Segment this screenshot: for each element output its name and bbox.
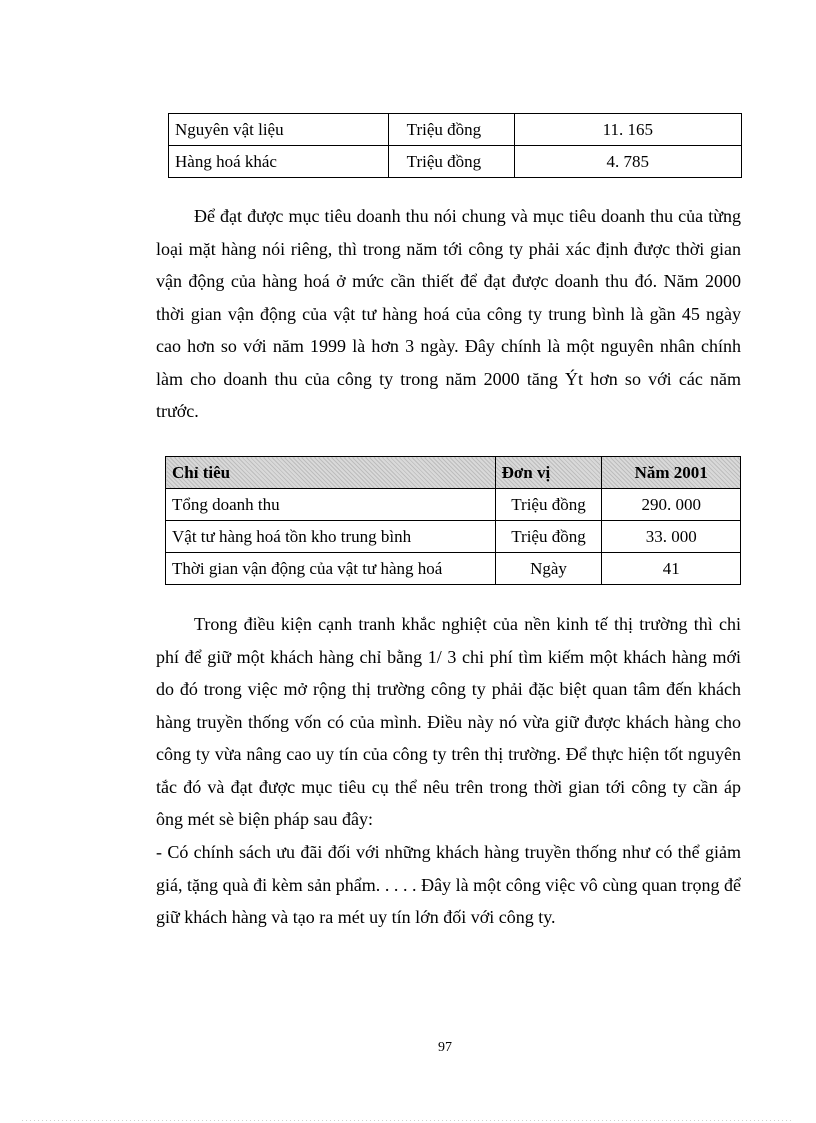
table-header-row xyxy=(166,457,741,489)
table-cell: 41 xyxy=(602,553,741,585)
table-row xyxy=(166,489,741,521)
table-cell: Hàng hoá khác xyxy=(169,146,389,178)
table-cell: Thời gian vận động của vật tư hàng hoá xyxy=(166,553,496,585)
table-row xyxy=(169,146,742,178)
body-paragraph xyxy=(156,608,741,836)
table-cell: Vật tư hàng hoá tồn kho trung bình xyxy=(166,521,496,553)
table-header-cell: Năm 2001 xyxy=(602,457,741,489)
body-paragraph xyxy=(156,200,741,428)
table-cell: Triệu đồng xyxy=(388,146,514,178)
table-cell: 33. 000 xyxy=(602,521,741,553)
table-cell: Triệu đồng xyxy=(495,489,602,521)
paragraph-text: Trong điều kiện cạnh tranh khắc nghiệt của nền kinh tế thị trường thì chi phí để giữ một khách hàng chỉ bằng 1/ 3 chi phí tìm kiếm một khách hàng mới do đó trong việc mở rộng thị trường công ty phải đặc biệt quan tâm đến khách hàng truyền thống vốn có của mình. Điều này nó vừa giữ được khách hàng cho công ty vừa nâng cao uy tín của công ty trên thị trường. Để thực hiện tốt nguyên tắc đó và đạt được mục tiêu cụ thể nêu trên trong thời gian tới công ty cần áp ông mét sè biện pháp sau đây: xyxy=(156,614,741,829)
table-cell: 290. 000 xyxy=(602,489,741,521)
table-cell: 4. 785 xyxy=(514,146,741,178)
table-cell: Triệu đồng xyxy=(495,521,602,553)
page-border-dotted xyxy=(22,1120,794,1121)
table-row xyxy=(166,521,741,553)
table-cell: 11. 165 xyxy=(514,114,741,146)
table-header-cell: Đơn vị xyxy=(495,457,602,489)
paragraph-text: - Có chính sách ưu đãi đối với những khách hàng truyền thống như có thể giảm giá, tặng quà đi kèm sản phẩm. . . . . Đây là một công việc vô cùng quan trọng để giữ khách hàng và tạo ra mét uy tín lớn đối với công ty. xyxy=(156,842,741,927)
table-row xyxy=(166,553,741,585)
bullet-paragraph xyxy=(156,836,741,934)
table-cell: Triệu đồng xyxy=(388,114,514,146)
inventory-table xyxy=(168,113,742,178)
page-number: 97 xyxy=(438,1040,452,1055)
targets-table xyxy=(165,456,741,585)
table-cell: Tổng doanh thu xyxy=(166,489,496,521)
table-row xyxy=(169,114,742,146)
table-cell: Ngày xyxy=(495,553,602,585)
paragraph-text: Để đạt được mục tiêu doanh thu nói chung và mục tiêu doanh thu của từng loại mặt hàng nói riêng, thì trong năm tới công ty phải xác định được thời gian vận động của hàng hoá ở mức cần thiết để đạt được doanh thu đó. Năm 2000 thời gian vận động của vật tư hàng hoá của công ty trung bình là gần 45 ngày cao hơn so với năm 1999 là hơn 3 ngày. Đây chính là một nguyên nhân chính làm cho doanh thu của công ty trong năm 2000 tăng Ýt hơn so với các năm trước. xyxy=(156,206,741,421)
table-header-cell: Chỉ tiêu xyxy=(166,457,496,489)
table-cell: Nguyên vật liệu xyxy=(169,114,389,146)
